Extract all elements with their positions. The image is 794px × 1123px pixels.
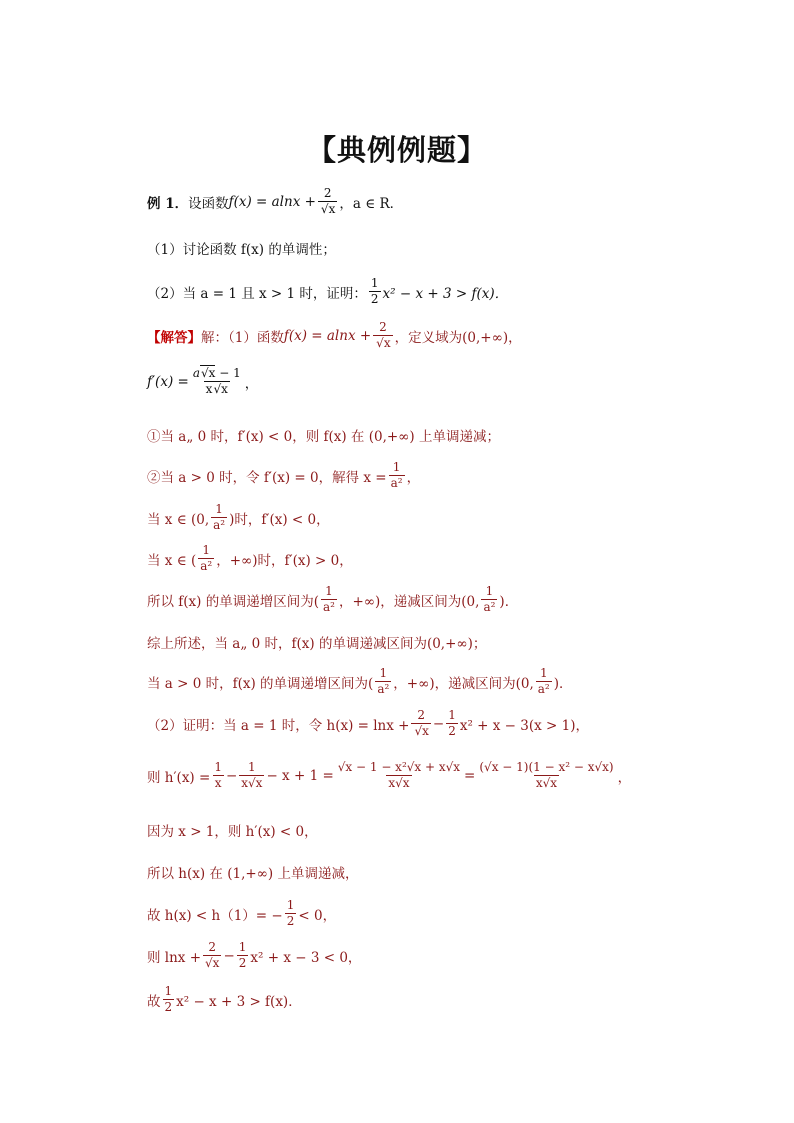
fraction-numerator: (√x − 1)(1 − x² − x√x) xyxy=(479,760,614,774)
solution-line-14 xyxy=(147,898,336,929)
solution-text: x² + x − 3(x > 1)， xyxy=(459,717,590,734)
problem-tail: ，a ∈ R． xyxy=(339,195,404,212)
solution-text: 故 xyxy=(147,993,161,1010)
fraction-numerator: 2 xyxy=(379,320,387,334)
fraction-numerator: 1 xyxy=(215,502,223,516)
sqrt-expression: √ x xyxy=(375,335,390,350)
fraction xyxy=(375,666,391,697)
solution-text: 当 x ∈ (0, xyxy=(147,511,210,528)
fraction-denominator: a² xyxy=(537,682,550,696)
solution-line-15 xyxy=(147,940,361,971)
fraction-numerator: 2 xyxy=(323,186,332,200)
solution-text: ，+∞)时，f′(x) > 0， xyxy=(216,552,353,569)
part2-tail: x² − x + 3 > f(x)． xyxy=(382,285,509,302)
solution-text: 故 h(x) < h（1）= − xyxy=(147,907,283,924)
fraction-denominator: x√x xyxy=(241,776,263,790)
problem-function: f(x) = alnx + xyxy=(228,193,316,210)
fraction-numerator: 1 xyxy=(214,760,222,774)
fraction-numerator: 1 xyxy=(370,276,379,290)
solution-text: )． xyxy=(499,593,519,610)
solution-line-5 xyxy=(147,502,330,533)
solution-text: ， xyxy=(406,469,421,486)
math-text: − xyxy=(432,715,445,732)
fraction xyxy=(373,320,392,351)
solution-text: 所以 f(x) 的单调递增区间为( xyxy=(147,593,319,610)
fraction-denominator: a² xyxy=(483,600,496,614)
fraction-denominator: √x xyxy=(205,956,220,970)
sqrt-expression: √ x xyxy=(320,201,335,216)
fraction-numerator xyxy=(191,366,243,381)
math-text: − xyxy=(223,947,235,964)
solution-text: 解：（1）函数 xyxy=(201,329,284,346)
fraction xyxy=(191,366,243,397)
fraction-denominator xyxy=(204,381,230,397)
problem-part2 xyxy=(147,276,508,307)
sqrt-expression: √ x xyxy=(200,365,215,380)
fraction-denominator xyxy=(411,723,430,739)
solution-text: ，定义域为(0,+∞)， xyxy=(394,329,522,346)
math-text: x xyxy=(205,382,213,396)
fraction xyxy=(411,708,430,739)
fraction-numerator: 2 xyxy=(417,708,425,722)
solution-line-2 xyxy=(147,366,258,397)
fraction xyxy=(211,502,227,533)
fraction xyxy=(198,543,214,574)
fraction-denominator xyxy=(318,201,337,217)
problem-label: 例 1． xyxy=(147,195,189,212)
fraction-numerator: 1 xyxy=(286,898,295,912)
fraction-denominator: a² xyxy=(390,476,403,490)
math-text: = xyxy=(464,767,476,784)
fraction-denominator: 2 xyxy=(370,292,379,306)
fraction xyxy=(321,584,337,615)
fraction xyxy=(336,760,462,791)
solution-text: 则 h′(x) = xyxy=(147,769,211,786)
fraction-numerator: 1 xyxy=(325,584,333,598)
solution-text: （2）证明：当 a = 1 时，令 h(x) = lnx + xyxy=(147,717,410,734)
fraction-denominator: 2 xyxy=(238,956,247,970)
fraction-numerator: 1 xyxy=(392,460,401,474)
fraction-numerator: 1 xyxy=(202,543,211,557)
problem-line xyxy=(147,186,403,217)
fraction xyxy=(477,760,615,791)
fraction-numerator: 1 xyxy=(164,984,173,998)
function-expression: f(x) = alnx + xyxy=(283,327,372,344)
fraction-denominator: x√x xyxy=(388,776,410,790)
solution-line-9 xyxy=(147,666,573,697)
fraction-numerator: 1 xyxy=(238,940,247,954)
solution-line-10 xyxy=(147,708,589,739)
solution-line-3: ①当 a„ 0 时，f′(x) < 0，则 f(x) 在 (0,+∞) 上单调递减； xyxy=(147,429,500,445)
solution-text: < 0， xyxy=(298,907,337,924)
fraction-denominator: 2 xyxy=(286,914,295,928)
solution-line-11 xyxy=(147,760,631,791)
part2-fraction xyxy=(369,276,381,307)
solution-line-13: 所以 h(x) 在 (1,+∞) 上单调递减， xyxy=(147,866,359,882)
solution-line-8: 综上所述，当 a„ 0 时，f(x) 的单调递减区间为(0,+∞)； xyxy=(147,636,487,652)
fraction-numerator: 1 xyxy=(379,666,388,680)
fraction xyxy=(536,666,552,697)
solution-text: 当 x ∈ ( xyxy=(147,552,197,569)
solution-text: x² + x − 3 < 0， xyxy=(250,949,362,966)
fraction-denominator: a² xyxy=(323,600,335,614)
fraction xyxy=(285,898,297,929)
problem-part1: （1）讨论函数 f(x) 的单调性； xyxy=(147,242,336,258)
fraction-numerator: √x − 1 − x²√x + x√x xyxy=(337,760,461,774)
math-symbol: a xyxy=(192,366,200,380)
fraction xyxy=(389,460,405,491)
math-text: − x + 1 = xyxy=(266,767,334,784)
solution-text: ，+∞)，递减区间为(0, xyxy=(393,675,534,692)
sqrt-expression: √ x xyxy=(212,381,227,396)
solution-line-16 xyxy=(147,984,302,1015)
solution-line-4 xyxy=(147,460,420,491)
solution-text: ， xyxy=(244,375,259,392)
fraction-denominator: a² xyxy=(377,682,390,696)
fraction-numerator: 1 xyxy=(248,760,256,774)
solution-text: x² − x + 3 > f(x)． xyxy=(176,993,302,1010)
solution-text: 当 a > 0 时，f(x) 的单调递增区间为( xyxy=(147,675,374,692)
part2-prefix: （2）当 a = 1 且 x > 1 时，证明： xyxy=(147,285,367,302)
fraction-denominator: a² xyxy=(200,559,213,573)
fraction-denominator: 2 xyxy=(448,724,456,738)
problem-fraction xyxy=(318,186,337,217)
solution-text: ， xyxy=(617,769,632,786)
fraction-numerator: 1 xyxy=(485,584,494,598)
solution-line-1 xyxy=(147,320,522,351)
derivative-expression: f′(x) = xyxy=(147,373,189,390)
math-text: − 1 xyxy=(215,366,241,380)
solution-text: 则 lnx + xyxy=(147,949,202,966)
page-title: 【典例例题】 xyxy=(306,133,487,167)
fraction xyxy=(212,760,224,791)
problem-intro: 设函数 xyxy=(188,195,229,212)
solution-text: ，+∞)，递减区间为(0, xyxy=(338,593,480,610)
fraction xyxy=(203,940,221,971)
solution-line-7 xyxy=(147,584,518,615)
fraction-numerator: 1 xyxy=(539,666,548,680)
solution-text: ②当 a > 0 时，令 f′(x) = 0，解得 x = xyxy=(147,469,387,486)
fraction-denominator: 2 xyxy=(164,1000,173,1014)
solution-text: )时，f′(x) < 0， xyxy=(229,511,330,528)
fraction-denominator: x√x xyxy=(535,776,558,790)
fraction xyxy=(237,940,249,971)
solution-line-6 xyxy=(147,543,353,574)
sqrt-expression: √ x xyxy=(413,723,428,738)
fraction-numerator: 2 xyxy=(208,940,217,954)
math-text: − xyxy=(225,767,238,784)
fraction-denominator xyxy=(373,335,392,351)
fraction-denominator: a² xyxy=(213,518,226,532)
fraction xyxy=(239,760,264,791)
fraction xyxy=(481,584,497,615)
solution-line-12: 因为 x > 1，则 h′(x) < 0， xyxy=(147,824,318,840)
fraction xyxy=(446,708,458,739)
fraction-denominator: x xyxy=(214,776,222,790)
fraction xyxy=(163,984,175,1015)
solution-text: )． xyxy=(553,675,573,692)
answer-tag: 【解答】 xyxy=(147,329,201,346)
fraction-numerator: 1 xyxy=(448,708,456,722)
